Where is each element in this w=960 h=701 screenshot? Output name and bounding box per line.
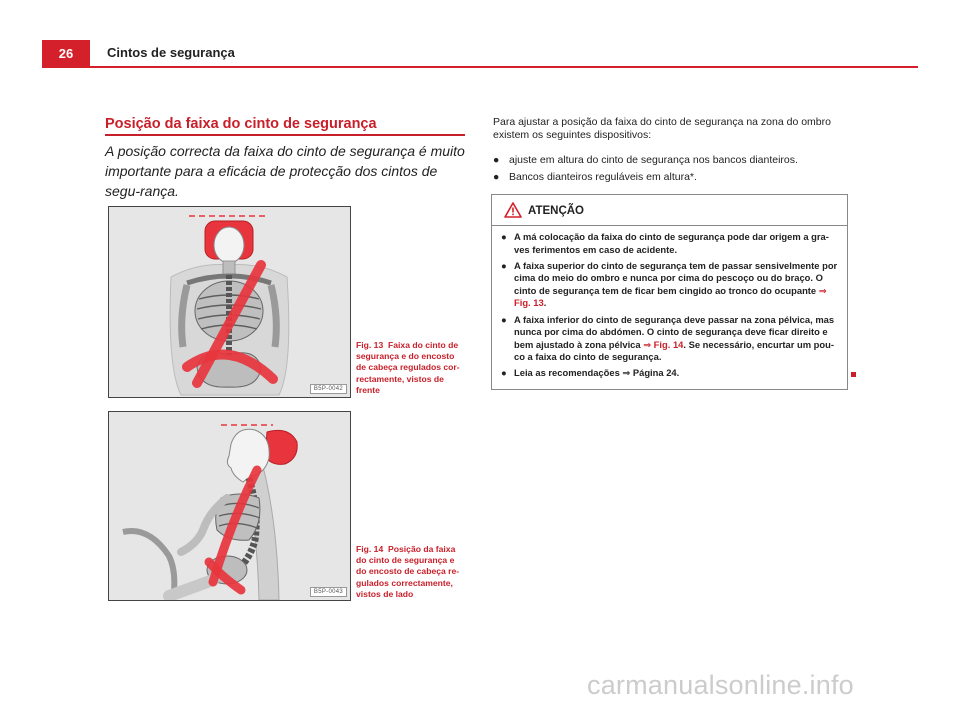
warning-item-3-text: A faixa inferior do cinto de segurança deve passar na zona pélvica, mas nunca por cima do abdómen. O cinto de segurança deve ficar direito e bem ajustado à zona pélvica	[514, 313, 835, 350]
bullet-icon: ●	[493, 154, 500, 166]
section-intro: A posição correcta da faixa do cinto de segurança é muito importante para a eficácia de protecção dos cintos de segu-rança.	[105, 143, 465, 199]
list-item-text: Bancos dianteiros reguláveis em altura*.	[509, 171, 697, 183]
warning-title: ATENÇÃO	[528, 205, 585, 217]
warning-item-3-tail: . Se necessário, encurtar um pou-co a faixa do cinto de segurança.	[514, 338, 834, 363]
header-rule	[42, 66, 918, 68]
fig-14-link[interactable]: ⇒ Fig. 14	[643, 338, 684, 350]
chapter-title: Cintos de segurança	[107, 45, 235, 60]
figure-13-code: B5P-0042	[310, 384, 347, 394]
page-number: 26	[42, 40, 90, 66]
list-item-text: ajuste em altura do cinto de segurança nos bancos dianteiros.	[509, 154, 798, 166]
figure-14-caption	[356, 544, 464, 600]
list-item	[493, 154, 848, 167]
warning-item-text	[514, 314, 841, 364]
warning-item-text: A faixa superior do cinto de segurança tem de passar sensivelmente por cima do meio do ombro e nunca por cima do pescoço ou do braço. O cinto de segurança tem de ficar bem cingido ao tronco do ocupante ⇒ Fig. 13.	[514, 259, 838, 309]
warning-triangle-icon	[504, 202, 522, 218]
warning-item	[501, 367, 841, 380]
watermark: carmanualsonline.info	[587, 670, 854, 700]
warning-item-2-text: A faixa superior do cinto de segurança tem de passar sensivelmente por cima do meio do ombro e nunca por cima do pescoço ou do braço. O cinto de segurança tem de ficar bem cingido ao tronco do ocupante	[514, 259, 838, 296]
warning-header	[492, 195, 847, 226]
warning-item-text	[514, 367, 679, 380]
bullet-icon: ●	[501, 231, 507, 242]
bullet-icon: ●	[501, 367, 507, 379]
section-title: Posição da faixa do cinto de segurança	[105, 116, 377, 132]
bullet-icon: ●	[493, 171, 500, 183]
warning-item	[501, 314, 841, 364]
figure-14-caption-label: Fig. 14	[356, 544, 384, 554]
list-item	[493, 171, 848, 184]
warning-item	[501, 231, 841, 256]
fig-13-link[interactable]: ⇒ Fig. 13	[514, 284, 827, 309]
section-end-marker	[851, 372, 856, 377]
figure-14-code: B5P-0043	[310, 587, 347, 597]
bullet-icon: ●	[501, 259, 507, 271]
page-24-link[interactable]: ⇒ Página 24.	[622, 367, 680, 379]
adjustment-paragraph: Para ajustar a posição da faixa do cinto de segurança na zona do ombro existem os seguintes dispositivos:	[493, 116, 831, 141]
warning-body	[501, 231, 841, 384]
figure-13-caption	[356, 340, 464, 396]
warning-item-4-text: Leia as recomendações	[514, 367, 620, 379]
warning-item-text: A má colocação da faixa do cinto de segurança pode dar origem a gra-ves ferimentos em caso de acidente.	[514, 231, 829, 255]
figure-14-caption-text: Posição da faixa do cinto de segurança e do encosto de cabeça re-gulados correctamente, vistos de lado	[356, 544, 460, 599]
figure-13-caption-label: Fig. 13	[356, 340, 384, 350]
bullet-icon: ●	[501, 313, 507, 325]
section-rule	[105, 134, 465, 136]
warning-item	[501, 260, 841, 310]
figure-13-front-view	[108, 206, 351, 398]
figure-14-side-view	[108, 411, 351, 601]
warning-box	[491, 194, 848, 390]
figure-13-caption-text: Faixa do cinto de segurança e do encosto de cabeça regulados cor-rectamente, vistos de frente	[356, 340, 460, 395]
